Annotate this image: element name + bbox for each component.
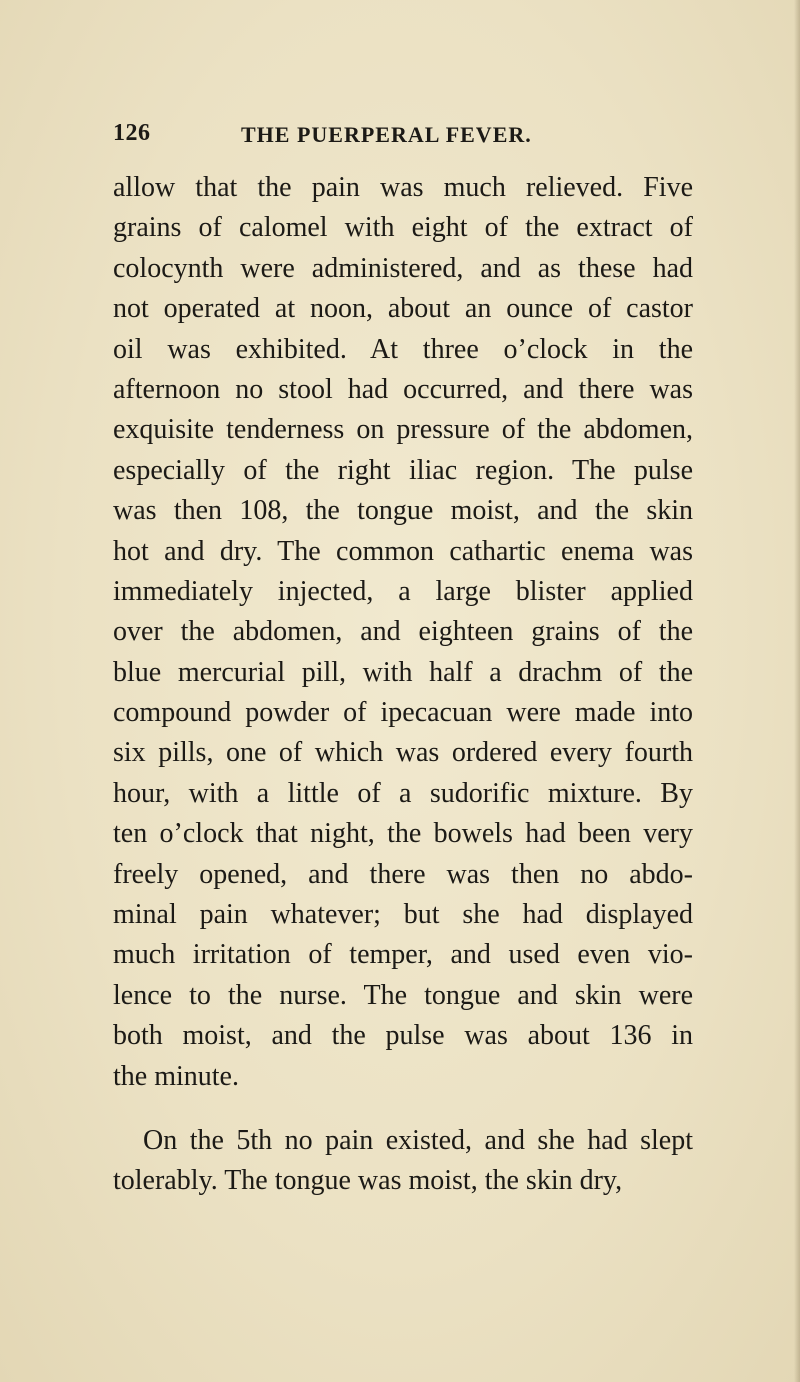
- text-line: over the abdomen, and eighteen grains of the: [113, 616, 693, 648]
- text-line: immediately injected, a large blister applied: [113, 575, 693, 607]
- text-line: exquisite tenderness on pressure of the abdomen,: [113, 414, 693, 446]
- paragraph-2: [113, 1121, 693, 1202]
- text-line: both moist, and the pulse was about 136 in: [113, 1020, 693, 1052]
- text-line: ten o’clock that night, the bowels had been very: [113, 818, 693, 850]
- text-line: colocynth were administered, and as these had: [113, 252, 693, 284]
- text-line: hot and dry. The common cathartic enema was: [113, 535, 693, 567]
- text-line: especially of the right iliac region. The pulse: [113, 454, 693, 486]
- text-line: grains of calomel with eight of the extract of: [113, 212, 693, 244]
- text-line: oil was exhibited. At three o’clock in the: [113, 333, 693, 365]
- text-line: blue mercurial pill, with half a drachm of the: [113, 656, 693, 688]
- paragraph-spacer: [113, 1097, 693, 1121]
- text-line: not operated at noon, about an ounce of castor: [113, 293, 693, 325]
- text-line: allow that the pain was much relieved. Five: [113, 172, 693, 203]
- paragraph-1: [113, 168, 693, 1097]
- text-line: lence to the nurse. The tongue and skin were: [113, 979, 693, 1011]
- running-head: [113, 120, 693, 154]
- text-line: afternoon no stool had occurred, and there was: [113, 373, 693, 405]
- text-line: compound powder of ipecacuan were made into: [113, 697, 693, 729]
- text-line: tolerably. The tongue was moist, the skin dry,: [113, 1165, 623, 1197]
- text-line: On the 5th no pain existed, and she had slept: [143, 1124, 693, 1156]
- running-head-title: THE PUERPERAL FEVER.: [241, 122, 532, 147]
- text-line: much irritation of temper, and used even vio-: [113, 939, 693, 971]
- page-edge-shadow: [794, 0, 800, 1382]
- text-line: was then 108, the tongue moist, and the skin: [113, 495, 693, 527]
- page-number: 126: [113, 120, 151, 146]
- text-line: six pills, one of which was ordered every fourth: [113, 737, 693, 769]
- text-line: minal pain whatever; but she had displayed: [113, 899, 693, 931]
- text-line: the minute.: [113, 1060, 239, 1092]
- body-text: [113, 168, 693, 1202]
- text-line: freely opened, and there was then no abdo-: [113, 858, 693, 890]
- text-line: hour, with a little of a sudorific mixture. By: [113, 777, 693, 809]
